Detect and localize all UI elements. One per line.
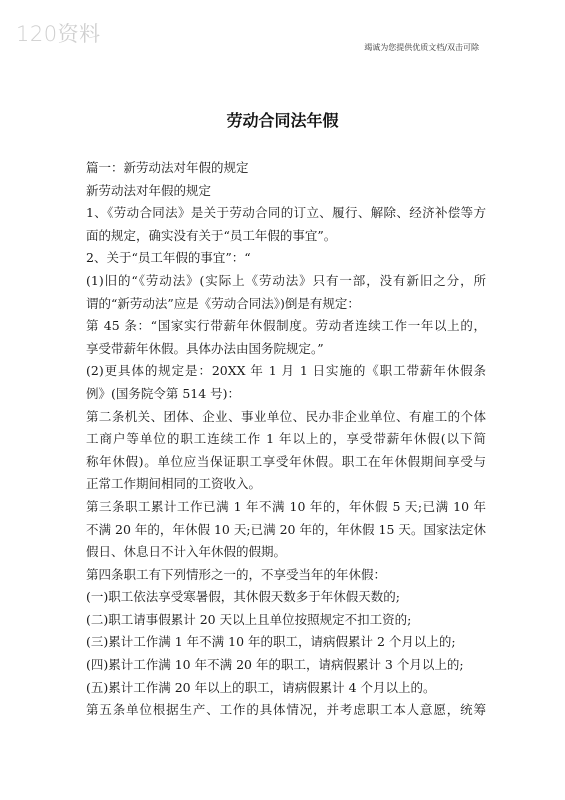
paragraph-line: (2)更具体的规定是：20XX 年 1 月 1 日实施的《职工带薪年休假条 [86, 363, 486, 379]
paragraph-line: 面的规定，确实没有关于“员工年假的事宜”。 [86, 227, 337, 243]
paragraph-line: 第五条单位根据生产、工作的具体情况，并考虑职工本人意愿，统筹 [86, 702, 486, 718]
watermark-logo: 120资料 [16, 22, 101, 46]
paragraph-line: (五)累计工作满 20 年以上的职工，请病假累计 4 个月以上的。 [86, 679, 436, 695]
header-note: 竭诚为您提供优质文档/双击可除 [364, 43, 479, 52]
paragraph-line: 假日、休息日不计入年休假的假期。 [86, 544, 287, 560]
paragraph-line: 第四条职工有下列情形之一的，不享受当年的年休假： [86, 566, 387, 582]
paragraph-line: 工商户等单位的职工连续工作 1 年以上的，享受带薪年休假(以下简 [86, 431, 486, 447]
paragraph-line: 2、关于“员工年假的事宜”：“ [86, 250, 251, 266]
paragraph-line: 例》(国务院令第 514 号)： [86, 385, 241, 401]
paragraph-line: 篇一：新劳动法对年假的规定 [86, 160, 249, 175]
paragraph-line: 新劳动法对年假的规定 [86, 182, 212, 198]
paragraph-line: (1)旧的“《劳动法》(实际上《劳动法》只有一部，没有新旧之分，所 [86, 272, 486, 288]
paragraph-line: 称年休假)。单位应当保证职工享受年休假。职工在年休假期间享受与 [86, 453, 486, 469]
paragraph-line: 第三条职工累计工作已满 1 年不满 10 年的，年休假 5 天;已满 10 年 [86, 498, 486, 514]
document-title: 劳动合同法年假 [226, 111, 339, 130]
paragraph-line: (三)累计工作满 1 年不满 10 年的职工，请病假累计 2 个月以上的; [86, 634, 456, 650]
paragraph-line: 1、《劳动合同法》是关于劳动合同的订立、履行、解除、经济补偿等方 [86, 205, 486, 221]
paragraph-line: (二)职工请事假累计 20 天以上且单位按照规定不扣工资的; [86, 611, 412, 627]
paragraph-line: 第 45 条：“国家实行带薪年休假制度。劳动者连续工作一年以上的， [86, 318, 486, 334]
paragraph-line: 正常工作期间相同的工资收入。 [86, 476, 262, 492]
paragraph-line: (四)累计工作满 10 年不满 20 年的职工，请病假累计 3 个月以上的; [86, 657, 464, 673]
paragraph-line: 不满 20 年的，年休假 10 天;已满 20 年的，年休假 15 天。国家法定休 [86, 521, 486, 537]
paragraph-line: 谓的“新劳动法”应是《劳动合同法》)倒是有规定： [86, 295, 360, 311]
document-body [86, 157, 486, 722]
paragraph-line: (一)职工依法享受寒暑假，其休假天数多于年休假天数的; [86, 589, 400, 605]
paragraph-line: 享受带薪年休假。具体办法由国务院规定。” [86, 340, 324, 356]
paragraph-line: 第二条机关、团体、企业、事业单位、民办非企业单位、有雇工的个体 [86, 408, 486, 424]
